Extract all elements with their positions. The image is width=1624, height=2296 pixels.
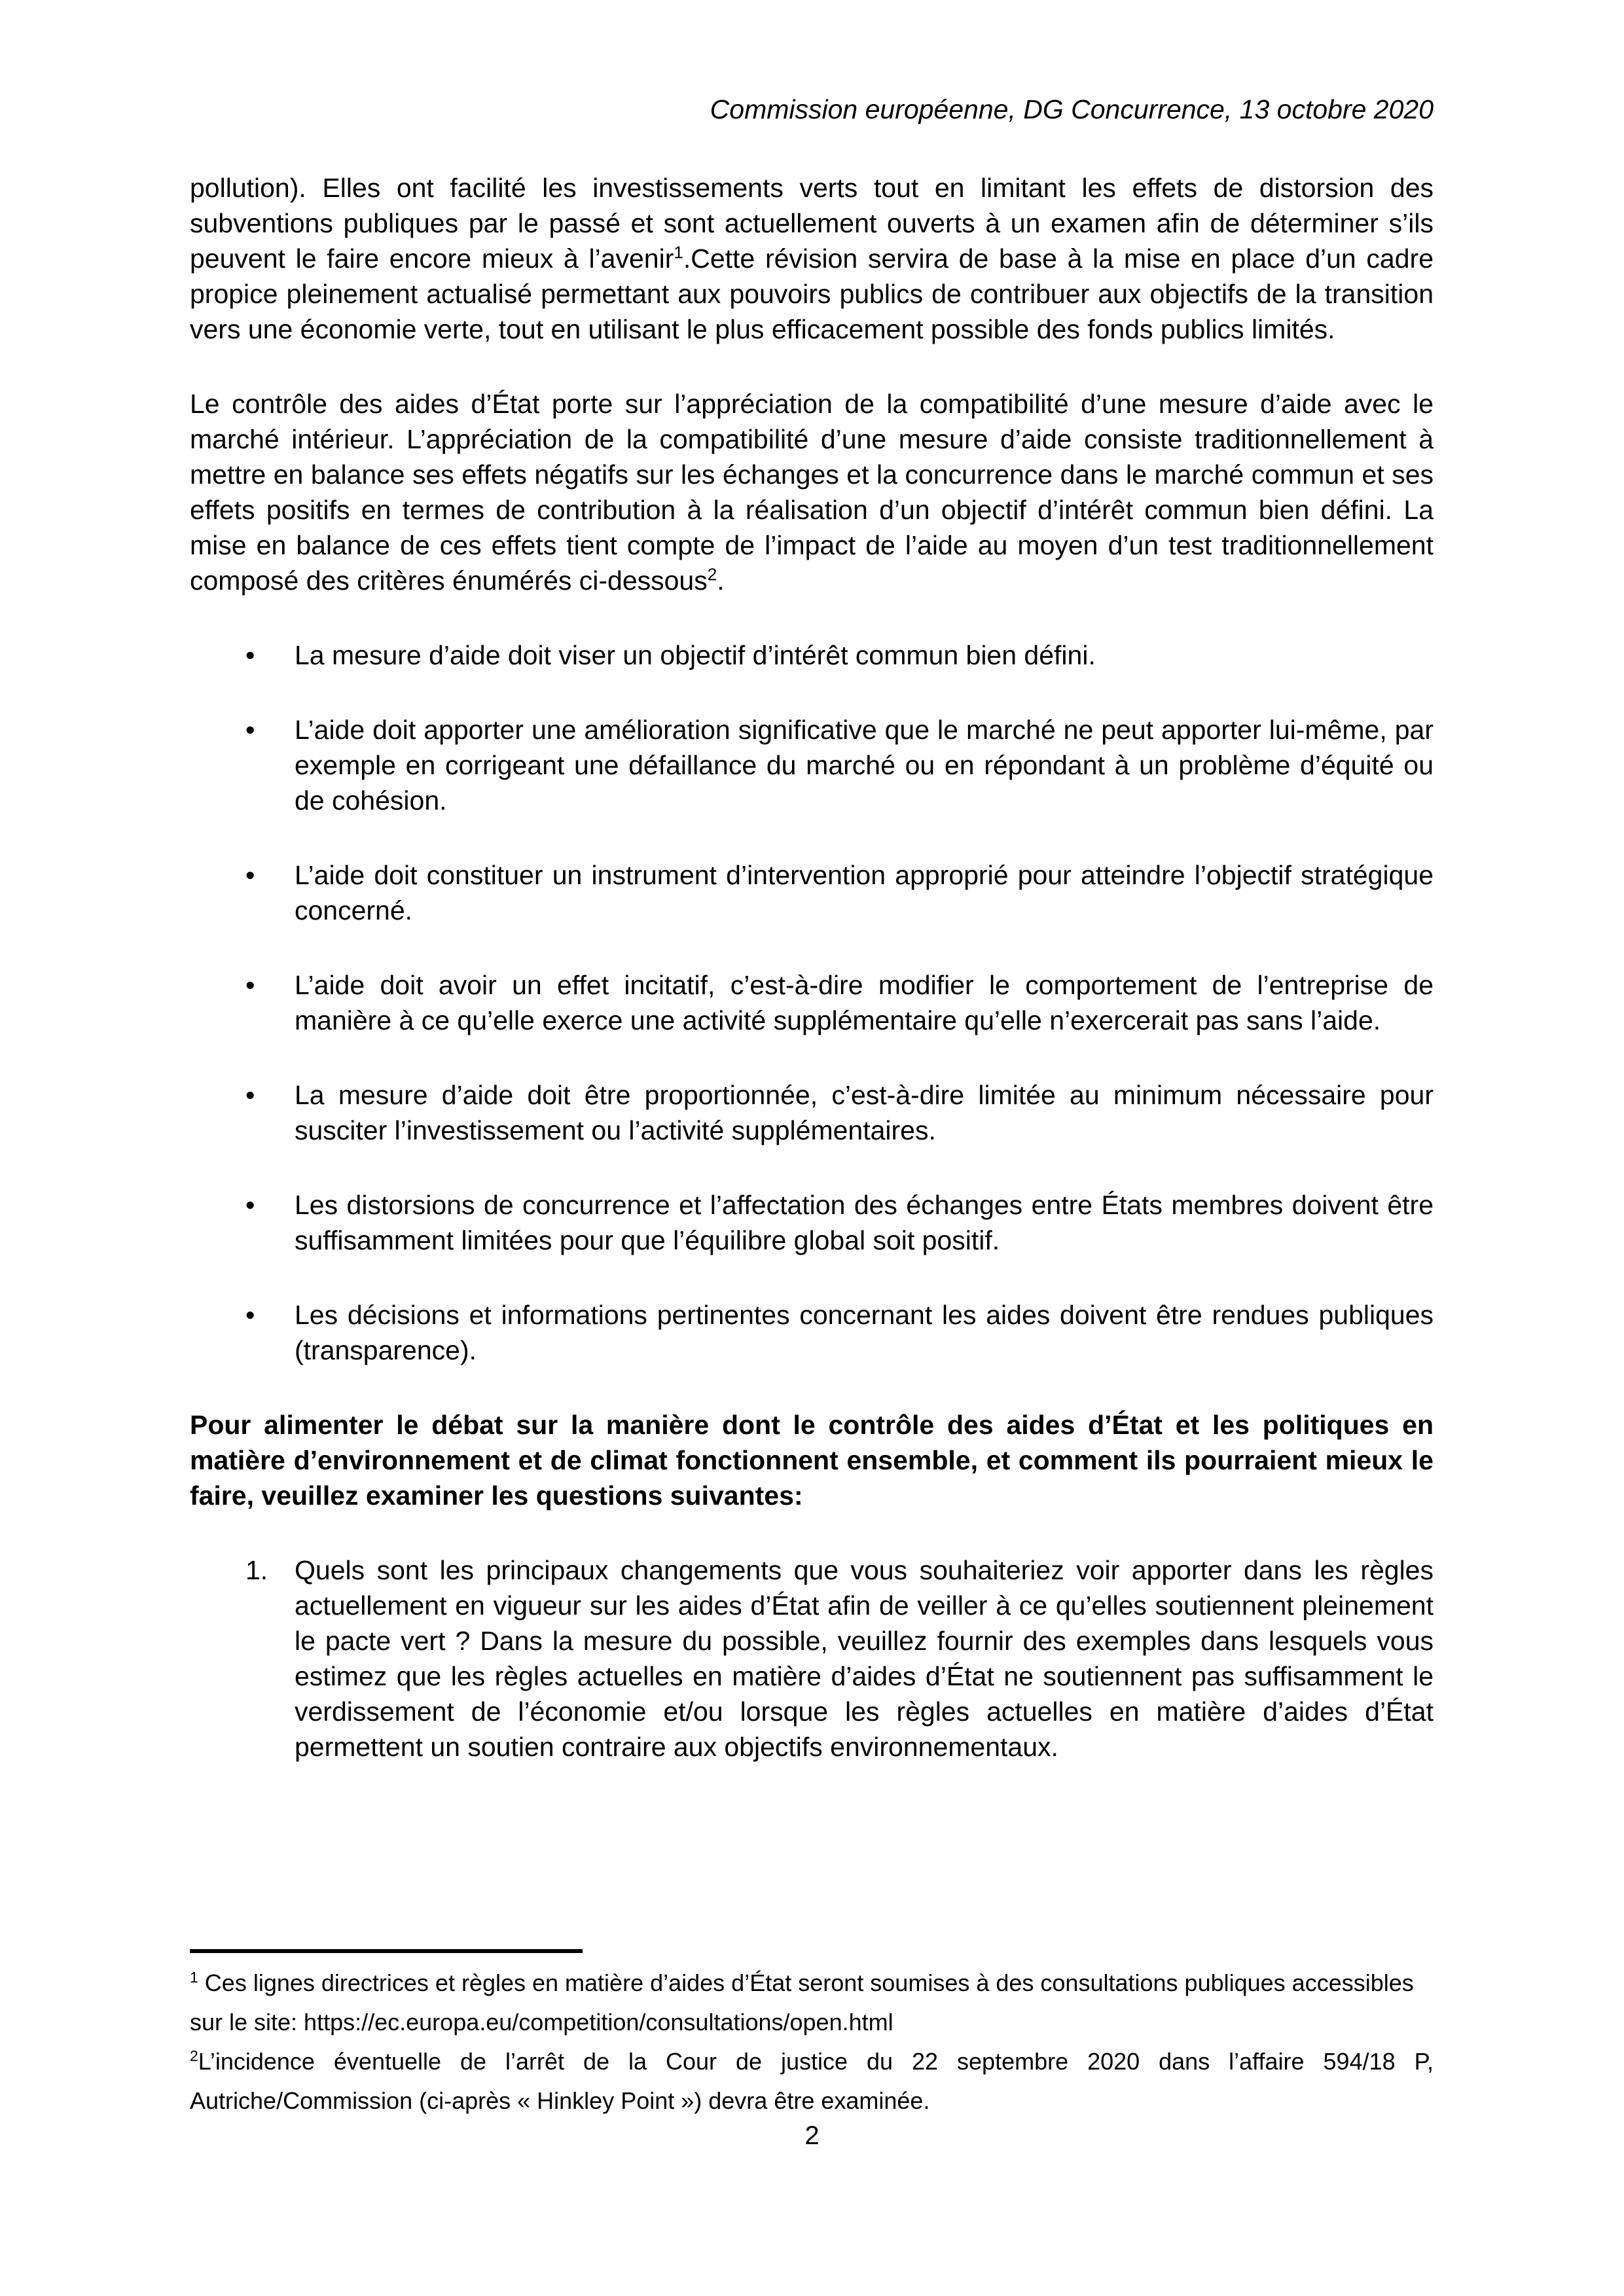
bullet-item-6 [190, 1187, 1434, 1258]
paragraph-2-continuation: . [717, 565, 725, 596]
paragraph-1 [190, 170, 1434, 347]
bullet-icon: • [245, 860, 255, 890]
bullet-icon: • [245, 1190, 255, 1220]
footnote-area [190, 1949, 1434, 2121]
bullet-item-3-text: L’aide doit constituer un instrument d’intervention approprié pour atteindre l’objectif stratégique concerné. [295, 860, 1434, 925]
footnote-2-text: L’incidence éventuelle de l’arrêt de la Cour de justice du 22 septembre 2020 dans l’affaire 594/18 P, Autriche/Commission (ci-après « Hinkley Point ») devra être examinée. [190, 2048, 1434, 2114]
bullet-item-7 [190, 1297, 1434, 1368]
paragraph-1-text: pollution). Elles ont facilité les investissements verts tout en limitant les effets de distorsion des subventions publiques par le passé et sont actuellement ouverts à un examen afin de déterminer s’ils peuvent le faire encore mieux à l’avenir [190, 173, 1434, 274]
paragraph-2 [190, 386, 1434, 598]
question-item-1 [190, 1552, 1434, 1765]
bullet-icon: • [245, 1300, 255, 1330]
bullet-item-1-text: La mesure d’aide doit viser un objectif d’intérêt commun bien défini. [295, 640, 1096, 670]
bullet-item-4-text: L’aide doit avoir un effet incitatif, c’est-à-dire modifier le comportement de l’entreprise de manière à ce qu’elle exerce une activité supplémentaire qu’elle n’exercerait pas sans l’aide. [295, 970, 1434, 1035]
bullet-icon: • [245, 970, 255, 1000]
paragraph-1-continuation: .Cette révision servira de base à la mise en place d’un cadre propice pleinement actualisé permettant aux pouvoirs publics de contribuer aux objectifs de la transition vers une économie verte, tout en utilisant le plus efficacement possible des fonds publics limités. [190, 243, 1434, 344]
bullet-item-6-text: Les distorsions de concurrence et l’affectation des échanges entre États membres doivent être suffisamment limitées pour que l’équilibre global soit positif. [295, 1190, 1434, 1255]
bullet-item-1 [190, 637, 1434, 673]
footnote-reference-2: 2 [707, 564, 717, 584]
question-intro-paragraph: Pour alimenter le débat sur la manière dont le contrôle des aides d’État et les politiques en matière d’environnement et de climat fonctionnent ensemble, et comment ils pourraient mieux le faire, veuillez examiner les questions suivantes: [190, 1410, 1434, 1511]
bullet-item-2 [190, 712, 1434, 818]
bullet-icon: • [245, 715, 255, 745]
bullet-icon: • [245, 640, 255, 670]
page-number: 2 [804, 2121, 820, 2150]
paragraph-2-text: Le contrôle des aides d’État porte sur l’appréciation de la compatibilité d’une mesure d’aide avec le marché intérieur. L’appréciation de la compatibilité d’une mesure d’aide consiste traditionnellement à mettre en balance ses effets négatifs sur les échanges et la concurrence dans le marché commun et ses effets positifs en termes de contribution à la réalisation d’un objectif d’intérêt commun bien défini. La mise en balance de ces effets tient compte de l’impact de l’aide au moyen d’un test traditionnellement composé des critères énumérés ci-dessous [190, 389, 1434, 596]
bullet-item-3 [190, 857, 1434, 928]
bullet-item-5-text: La mesure d’aide doit être proportionnée, c’est-à-dire limitée au minimum nécessaire pour susciter l’investissement ou l’activité supplémentaires. [295, 1080, 1434, 1145]
criteria-bullet-list [190, 637, 1434, 1368]
footnote-2 [190, 2042, 1434, 2121]
question-item-1-text: Quels sont les principaux changements que vous souhaiteriez voir apporter dans les règles actuellement en vigueur sur les aides d’État afin de veiller à ce qu’elles soutiennent pleinement le pacte vert ? Dans la mesure du possible, veuillez fournir des exemples dans lesquels vous estimez que les règles actuelles en matière d’aides d’État ne soutiennent pas suffisamment le verdissement de l’économie et/ou lorsque les règles actuelles en matière d’aides d’État permettent un soutien contraire aux objectifs environnementaux. [295, 1555, 1434, 1762]
page-content [190, 92, 1434, 1804]
bullet-item-2-text: L’aide doit apporter une amélioration significative que le marché ne peut apporter lui-même, par exemple en corrigeant une défaillance du marché ou en répondant à un problème d’équité ou de cohésion. [295, 715, 1434, 816]
header-text: Commission européenne, DG Concurrence, 13 octobre 2020 [710, 94, 1434, 124]
footnote-1-marker: 1 [190, 1969, 198, 1986]
bullet-item-4 [190, 967, 1434, 1038]
bullet-icon: • [245, 1080, 255, 1110]
footnote-separator-rule [190, 1949, 583, 1953]
document-header [190, 92, 1434, 127]
question-list [190, 1552, 1434, 1765]
question-number: 1. [245, 1555, 268, 1585]
footnote-2-marker: 2 [190, 2047, 198, 2064]
footnote-reference-1: 1 [674, 242, 683, 262]
bullet-item-5 [190, 1077, 1434, 1148]
bullet-item-7-text: Les décisions et informations pertinentes concernant les aides doivent être rendues publiques (transparence). [295, 1300, 1434, 1365]
footnote-1-text: Ces lignes directrices et règles en matière d’aides d’État seront soumises à des consultations publiques accessibles sur le site: https://ec.europa.eu/competition/consultations/open.html [190, 1969, 1414, 2036]
footnote-1 [190, 1964, 1434, 2042]
